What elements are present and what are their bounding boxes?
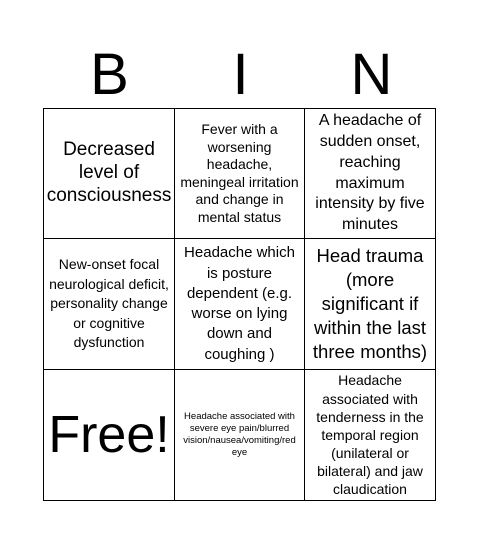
bingo-cell-2-text: Fever with a worsening headache, meningeal irritation and change in mental status [180,121,299,225]
free-space-text: Free! [48,406,170,464]
bingo-cell-2[interactable] [175,109,305,239]
bingo-cell-9[interactable] [305,370,436,501]
bingo-cell-3-text: A headache of sudden onset, reaching maximum intensity by five minutes [315,112,425,234]
bingo-cell-6[interactable] [305,239,436,370]
bingo-header [44,42,436,108]
header-letter-b: B [90,42,129,107]
header-letter-i: I [232,42,249,107]
bingo-cell-1[interactable] [44,109,175,239]
bingo-cell-4-text: New-onset focal neurological deficit, personality change or cognitive dysfunction [49,256,169,351]
bingo-cell-3[interactable] [305,109,436,239]
bingo-cell-9-text: Headache associated with tenderness in the temporal region (unilateral or bilateral) and jaw claudication [316,372,424,498]
bingo-cell-5[interactable] [175,239,305,370]
bingo-cell-6-text: Head trauma (more significant if within the last three months) [312,244,428,363]
bingo-cell-5-text: Headache which is posture dependent (e.g. worse on lying down and coughing ) [184,244,295,363]
bingo-cell-1-text: Decreased level of consciousness [46,139,172,206]
header-letter-n: N [350,42,393,107]
bingo-cell-4[interactable] [44,239,175,370]
bingo-cell-8[interactable] [175,370,305,501]
bingo-board [43,108,436,501]
free-space-cell[interactable] [44,370,175,501]
bingo-cell-8-text: Headache associated with severe eye pain/blurred vision/nausea/vomiting/red eye [183,411,296,458]
